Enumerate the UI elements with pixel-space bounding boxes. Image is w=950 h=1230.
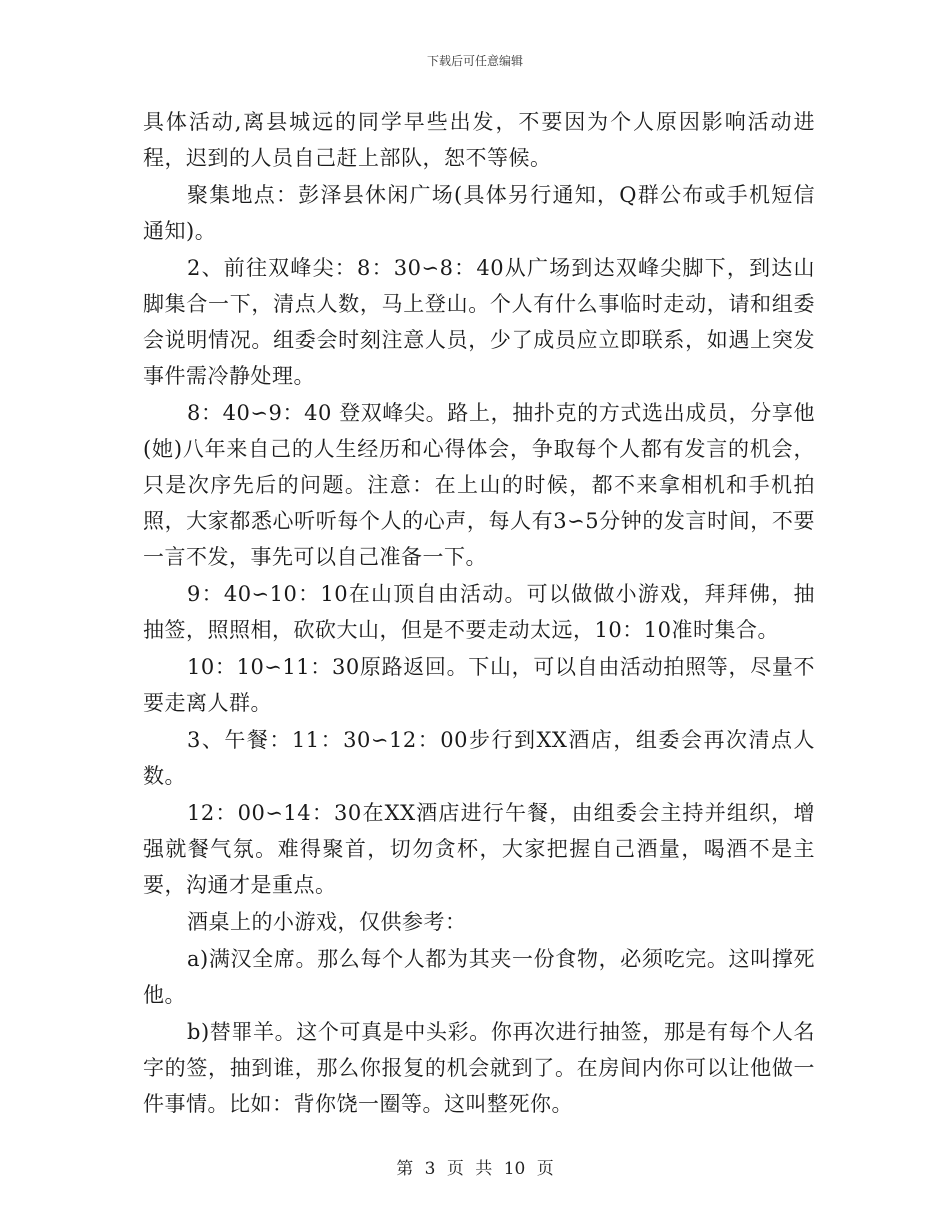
- paragraph: 3、午餐：11：30∽12：00步行到XX酒店，组委会再次清点人数。: [143, 728, 815, 788]
- page-number-footer: 第 3 页 共 10 页: [396, 1159, 554, 1179]
- document-body: [143, 104, 815, 1123]
- paragraph: 8：40∽9：40 登双峰尖。路上，抽扑克的方式选出成员，分享他(她)八年来自己的人生经历和心得体会，争取每个人都有发言的机会，只是次序先后的问题。注意：在上山的时候，都不来拿相机和手机拍照，大家都悉心听听每个人的心声，每人有3∽5分钟的发言时间，不要一言不发，事先可以自己准备一下。: [143, 401, 815, 569]
- paragraph: 具体活动,离县城远的同学早些出发，不要因为个人原因影响活动进程，迟到的人员自己赶上部队，恕不等候。: [143, 110, 815, 170]
- paragraph: 10：10∽11：30原路返回。下山，可以自由活动拍照等，尽量不要走离人群。: [143, 655, 815, 715]
- paragraph: a)满汉全席。那么每个人都为其夹一份食物，必须吃完。这叫撑死他。: [143, 947, 815, 1007]
- page-header: 下载后可任意编辑: [426, 54, 523, 68]
- paragraph: b)替罪羊。这个可真是中头彩。你再次进行抽签，那是有每个人名字的签，抽到谁，那么你报复的机会就到了。在房间内你可以让他做一件事情。比如：背你饶一圈等。这叫整死你。: [143, 1020, 815, 1116]
- paragraph: 酒桌上的小游戏，仅供参考：: [187, 910, 467, 934]
- paragraph: 2、前往双峰尖：8：30∽8：40从广场到达双峰尖脚下，到达山脚集合一下，清点人数，马上登山。个人有什么事临时走动，请和组委会说明情况。组委会时刻注意人员，少了成员应立即联系，如遇上突发事件需冷静处理。: [143, 256, 815, 388]
- paragraph: 聚集地点：彭泽县休闲广场(具体另行通知，Q群公布或手机短信通知)。: [143, 183, 815, 243]
- paragraph: 12：00∽14：30在XX酒店进行午餐，由组委会主持并组织，增强就餐气氛。难得聚首，切勿贪杯，大家把握自己酒量，喝酒不是主要，沟通才是重点。: [143, 801, 815, 897]
- paragraph: 9：40∽10：10在山顶自由活动。可以做做小游戏，拜拜佛，抽抽签，照照相，砍砍大山，但是不要走动太远，10：10准时集合。: [143, 582, 815, 642]
